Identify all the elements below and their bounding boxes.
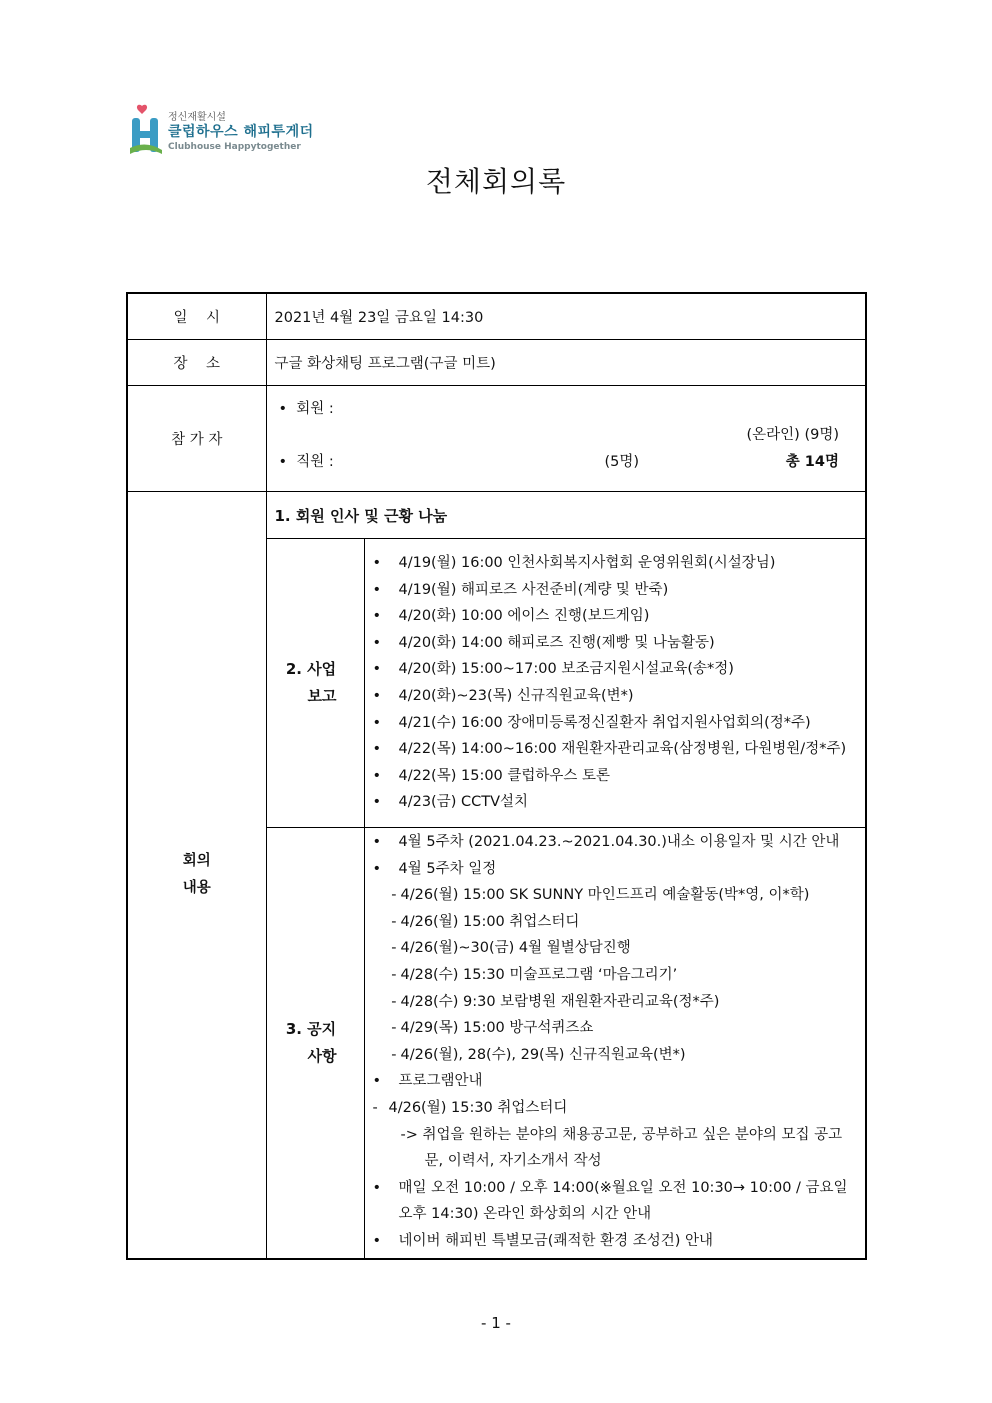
logo-subtitle: 정신재활시설 bbox=[168, 112, 226, 123]
place-label: 장 소 bbox=[127, 340, 266, 386]
bullet-icon: • bbox=[278, 400, 288, 417]
staff-label: 직원 : bbox=[296, 453, 334, 470]
bullet-icon: • bbox=[372, 555, 382, 572]
bullet-icon: • bbox=[372, 741, 382, 758]
bullet-icon: • bbox=[278, 453, 288, 470]
meeting-content-label bbox=[127, 492, 266, 1260]
list-item: • 프로그램안내 bbox=[373, 1068, 860, 1095]
members-line bbox=[279, 397, 334, 418]
dash-icon: - bbox=[391, 1046, 397, 1063]
bullet-icon: • bbox=[372, 767, 382, 784]
page-number: - 1 - bbox=[481, 1314, 511, 1332]
section2-content bbox=[364, 539, 866, 828]
members-label: 회원 : bbox=[296, 400, 334, 417]
staff-count: (5명) bbox=[604, 453, 640, 470]
list-item: • 4/20(화) 14:00 해피로즈 진행(제빵 및 나눔활동) bbox=[373, 630, 860, 657]
section3-label-line2: 사항 bbox=[307, 1047, 337, 1065]
bullet-icon: • bbox=[372, 1073, 382, 1090]
online-count: (온라인) (9명) bbox=[746, 426, 839, 443]
participants-label: 참 가 자 bbox=[127, 386, 266, 492]
list-item: • 4/22(목) 14:00~16:00 재원환자관리교육(삼정병원, 다원병원/정*주) bbox=[373, 736, 860, 763]
schedule-item: - 4/28(수) 15:30 미술프로그램 ‘마음그리기’ bbox=[373, 962, 860, 989]
logo-name: 클럽하우스 해피투게더 bbox=[168, 124, 314, 140]
section3-label bbox=[266, 828, 364, 1260]
meeting-label-line1: 회의 bbox=[182, 853, 211, 869]
dash-icon: - bbox=[391, 993, 397, 1010]
list-item: • 4/19(월) 해피로즈 사전준비(계량 및 반죽) bbox=[373, 577, 860, 604]
bullet-icon: • bbox=[372, 634, 382, 651]
section2-label-line1: 2. 사업 bbox=[285, 660, 337, 678]
participants-cell bbox=[266, 386, 866, 492]
date-value: 2021년 4월 23일 금요일 14:30 bbox=[266, 293, 866, 340]
meeting-label-line2: 내용 bbox=[182, 880, 211, 896]
dash-icon: - bbox=[391, 940, 397, 957]
section2-list bbox=[365, 550, 866, 816]
list-item: • 네이버 해피빈 특별모금(쾌적한 환경 조성건) 안내 bbox=[373, 1228, 860, 1255]
list-item: • 매일 오전 10:00 / 오후 14:00(※월요일 오전 10:30→ 10:00 / 금요일 오후 14:30) 온라인 화상회의 시간 안내 bbox=[373, 1175, 860, 1228]
list-item: • 4/22(목) 15:00 클럽하우스 토론 bbox=[373, 763, 860, 790]
logo-english-name: Clubhouse Happytogether bbox=[168, 142, 301, 152]
dash-icon: - bbox=[391, 1020, 397, 1037]
document-title: 전체회의록 bbox=[425, 165, 567, 198]
bullet-icon: • bbox=[372, 608, 382, 625]
schedule-item: - 4/26(월) 15:00 취업스터디 bbox=[373, 909, 860, 936]
list-item: • 4/20(화) 15:00~17:00 보조금지원시설교육(송*정) bbox=[373, 656, 860, 683]
dash-icon: - bbox=[391, 913, 397, 930]
list-item: • 4/23(금) CCTV설치 bbox=[373, 789, 860, 816]
dash-icon: - bbox=[391, 966, 397, 983]
section2-label bbox=[266, 539, 364, 828]
section3-list bbox=[365, 828, 866, 1255]
section3-label-line1: 3. 공지 bbox=[285, 1020, 337, 1038]
bullet-icon: • bbox=[372, 794, 382, 811]
clubhouse-logo-icon bbox=[128, 104, 166, 156]
date-row bbox=[127, 293, 866, 340]
program-item: - 4/26(월) 15:30 취업스터디 bbox=[373, 1095, 860, 1122]
section2-label-line2: 보고 bbox=[307, 687, 337, 705]
minutes-table bbox=[126, 292, 867, 1260]
date-label: 일 시 bbox=[127, 293, 266, 340]
list-item: • 4/19(월) 16:00 인천사회복지사협회 운영위원회(시설장님) bbox=[373, 550, 860, 577]
logo bbox=[128, 104, 328, 156]
dash-icon: - bbox=[372, 1099, 378, 1116]
list-item: • 4월 5주차 일정 bbox=[373, 856, 860, 883]
list-item: • 4/21(수) 16:00 장애미등록정신질환자 취업지원사업회의(정*주) bbox=[373, 710, 860, 737]
bullet-icon: • bbox=[372, 661, 382, 678]
schedule-item: - 4/26(월)~30(금) 4월 월별상담진행 bbox=[373, 935, 860, 962]
list-item: • 4월 5주차 (2021.04.23.~2021.04.30.)내소 이용일자 및 시간 안내 bbox=[373, 829, 860, 856]
schedule-item: - 4/26(월), 28(수), 29(목) 신규직원교육(변*) bbox=[373, 1042, 860, 1069]
list-item: • 4/20(화) 10:00 에이스 진행(보드게임) bbox=[373, 603, 860, 630]
schedule-item: - 4/29(목) 15:00 방구석퀴즈쇼 bbox=[373, 1015, 860, 1042]
staff-line bbox=[279, 450, 334, 471]
program-detail: -> 취업을 원하는 분야의 채용공고문, 공부하고 싶은 분야의 모집 공고문, 이력서, 자기소개서 작성 bbox=[400, 1126, 843, 1170]
place-value: 구글 화상채팅 프로그램(구글 미트) bbox=[266, 340, 866, 386]
participants-row bbox=[127, 386, 866, 492]
schedule-item: - 4/28(수) 9:30 보람병원 재원환자관리교육(정*주) bbox=[373, 989, 860, 1016]
section1-title: 1. 회원 인사 및 근황 나눔 bbox=[266, 492, 866, 539]
dash-icon: - bbox=[391, 887, 397, 904]
bullet-icon: • bbox=[372, 714, 382, 731]
bullet-icon: • bbox=[372, 1179, 382, 1196]
bullet-icon: • bbox=[372, 1232, 382, 1249]
section3-content bbox=[364, 828, 866, 1260]
schedule-item: - 4/26(월) 15:00 SK SUNNY 마인드프리 예술활동(박*영, 이*학) bbox=[373, 882, 860, 909]
bullet-icon: • bbox=[372, 688, 382, 704]
bullet-icon: • bbox=[372, 860, 382, 877]
section1-row bbox=[127, 492, 866, 539]
bullet-icon: • bbox=[372, 581, 382, 598]
place-row bbox=[127, 340, 866, 386]
total-count: 총 14명 bbox=[785, 453, 839, 470]
list-item: • 4/20(화)~23(목) 신규직원교육(변*) bbox=[373, 683, 860, 710]
bullet-icon: • bbox=[372, 834, 382, 850]
